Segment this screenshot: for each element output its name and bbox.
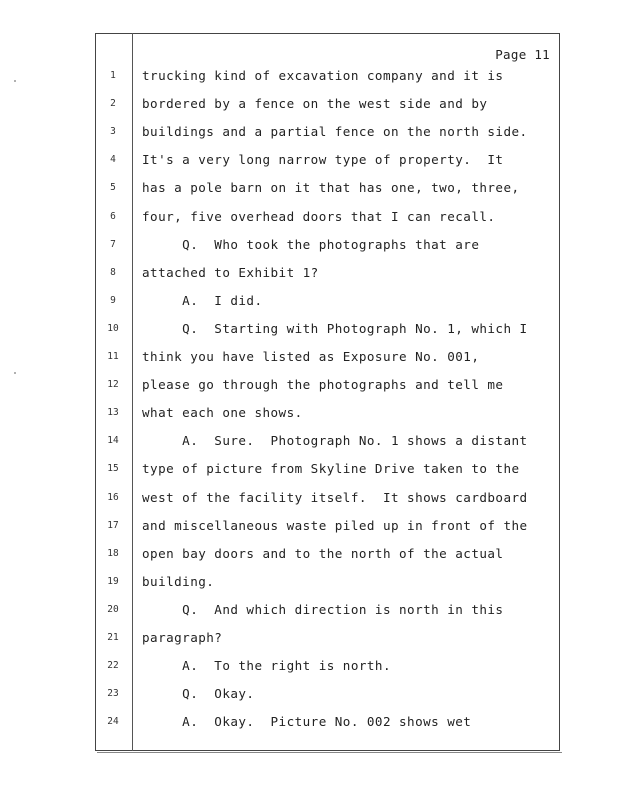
transcript-line bbox=[0, 686, 618, 706]
line-number: 14 bbox=[107, 435, 119, 447]
transcript-line bbox=[0, 433, 618, 453]
transcript-line bbox=[0, 349, 618, 369]
line-number: 24 bbox=[107, 716, 119, 728]
page-number-label: Page 11 bbox=[495, 47, 550, 62]
transcript-line bbox=[0, 124, 618, 144]
line-number: 16 bbox=[107, 491, 119, 503]
line-number: 6 bbox=[110, 210, 116, 222]
line-text: bordered by a fence on the west side and by bbox=[142, 96, 488, 112]
transcript-line bbox=[0, 490, 618, 510]
line-text: A. Sure. Photograph No. 1 shows a distant bbox=[142, 433, 528, 449]
line-number: 10 bbox=[107, 322, 119, 334]
line-text: buildings and a partial fence on the north side. bbox=[142, 124, 528, 140]
line-text: attached to Exhibit 1? bbox=[142, 264, 319, 280]
line-text: has a pole barn on it that has one, two, three, bbox=[142, 180, 520, 196]
transcript-line bbox=[0, 180, 618, 200]
line-number: 5 bbox=[110, 182, 116, 194]
transcript-line bbox=[0, 574, 618, 594]
scan-speck bbox=[14, 80, 16, 82]
line-number: 11 bbox=[107, 351, 119, 362]
line-text: It's a very long narrow type of property. It bbox=[142, 152, 504, 168]
line-text: four, five overhead doors that I can recall. bbox=[142, 208, 496, 224]
line-text: open bay doors and to the north of the actual bbox=[142, 545, 504, 561]
page-frame-edge bbox=[97, 749, 562, 753]
line-text: building. bbox=[142, 573, 215, 589]
line-text: paragraph? bbox=[142, 630, 223, 645]
line-number: 22 bbox=[107, 660, 119, 672]
line-number: 4 bbox=[110, 154, 116, 166]
line-text: Q. Starting with Photograph No. 1, which I bbox=[142, 320, 528, 336]
line-number: 15 bbox=[107, 463, 119, 475]
line-text: Q. Okay. bbox=[142, 686, 255, 702]
line-text: and miscellaneous waste piled up in front of the bbox=[142, 517, 528, 533]
line-text: Q. Who took the photographs that are bbox=[142, 236, 480, 252]
transcript-line bbox=[0, 658, 618, 678]
transcript-line bbox=[0, 265, 618, 285]
line-number: 18 bbox=[107, 547, 119, 559]
line-text: trucking kind of excavation company and it is bbox=[142, 68, 504, 83]
line-number: 21 bbox=[107, 632, 119, 643]
line-text: west of the facility itself. It shows cardboard bbox=[142, 489, 528, 505]
transcript-line bbox=[0, 714, 618, 734]
line-number: 20 bbox=[107, 603, 119, 615]
line-text: A. I did. bbox=[142, 292, 263, 308]
line-text: think you have listed as Exposure No. 001, bbox=[142, 349, 480, 364]
line-number: 8 bbox=[110, 266, 116, 278]
line-number: 3 bbox=[110, 126, 116, 138]
line-text: what each one shows. bbox=[142, 405, 303, 421]
line-number: 9 bbox=[110, 294, 116, 306]
transcript-line bbox=[0, 209, 618, 229]
line-number: 19 bbox=[107, 575, 119, 587]
line-number: 23 bbox=[107, 688, 119, 700]
line-number: 12 bbox=[107, 379, 119, 391]
line-text: A. Okay. Picture No. 002 shows wet bbox=[142, 714, 472, 730]
line-text: Q. And which direction is north in this bbox=[142, 601, 504, 617]
line-number: 7 bbox=[110, 238, 116, 250]
transcript-line bbox=[0, 321, 618, 341]
transcript-line bbox=[0, 377, 618, 397]
scan-speck bbox=[14, 372, 16, 374]
transcript-line bbox=[0, 405, 618, 425]
line-number: 17 bbox=[107, 519, 119, 531]
line-text: A. To the right is north. bbox=[142, 658, 391, 674]
transcript-line bbox=[0, 293, 618, 313]
transcript-line bbox=[0, 602, 618, 622]
line-text: please go through the photographs and tell me bbox=[142, 377, 504, 393]
transcript-line bbox=[0, 96, 618, 116]
transcript-line bbox=[0, 518, 618, 538]
transcript-line bbox=[0, 68, 618, 88]
line-text: type of picture from Skyline Drive taken to the bbox=[142, 461, 520, 477]
line-number: 1 bbox=[110, 70, 116, 81]
line-number: 2 bbox=[110, 98, 116, 110]
transcript-line bbox=[0, 461, 618, 481]
transcript-line bbox=[0, 237, 618, 257]
line-number: 13 bbox=[107, 407, 119, 419]
transcript-line bbox=[0, 546, 618, 566]
transcript-line bbox=[0, 152, 618, 172]
transcript-line bbox=[0, 630, 618, 650]
